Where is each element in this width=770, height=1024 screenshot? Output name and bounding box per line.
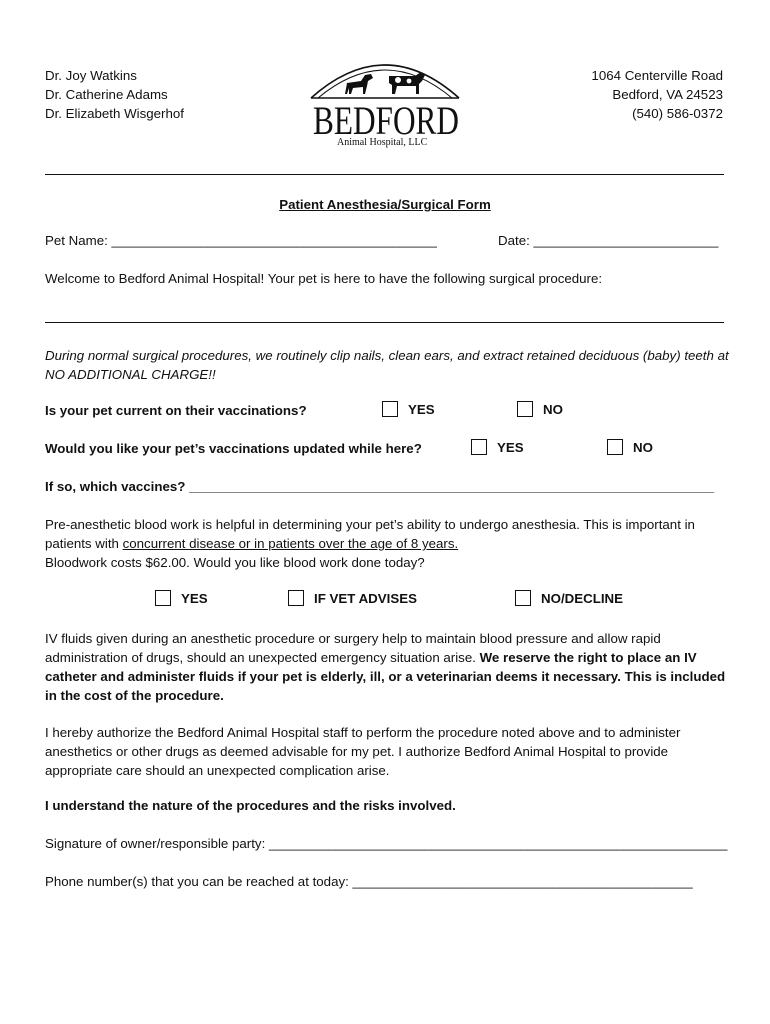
bloodwork-underlined-text: concurrent disease or in patients over the age of 8 years. bbox=[122, 536, 459, 551]
bloodwork-cost-text: Bloodwork costs $62.00. Would you like blood work done today? bbox=[45, 555, 425, 570]
iv-fluids-paragraph bbox=[45, 629, 735, 705]
bedford-logo bbox=[305, 50, 465, 150]
yes-label: YES bbox=[181, 591, 208, 606]
no-checkbox[interactable] bbox=[607, 439, 623, 455]
date-field[interactable]: Date: _________________________ bbox=[498, 233, 719, 248]
header-divider bbox=[45, 174, 724, 175]
address-line: 1064 Centerville Road bbox=[591, 68, 723, 83]
decline-checkbox[interactable] bbox=[515, 590, 531, 606]
if-vet-advises-label: IF VET ADVISES bbox=[314, 591, 417, 606]
bloodwork-if-vet-advises-option[interactable] bbox=[288, 590, 417, 606]
iv-catheter-notice: We reserve the right to place an IV catheter and administer fluids if your pet is elderly, ill, or a veterinarian deems it necessary. This is included in the cost of the procedure. bbox=[45, 650, 726, 703]
yes-checkbox[interactable] bbox=[155, 590, 171, 606]
iv-fluids-text: IV fluids given during an anesthetic procedure or surgery help to maintain blood pressure and allow rapid administration of drugs, should an unexpected emergency situation arise. bbox=[45, 631, 661, 665]
doctor-list bbox=[45, 66, 184, 123]
phone-field[interactable]: Phone number(s) that you can be reached at today: ______________________________________________ bbox=[45, 874, 693, 889]
yes-label: YES bbox=[497, 440, 524, 455]
yes-label: YES bbox=[408, 402, 435, 417]
form-title: Patient Anesthesia/Surgical Form bbox=[279, 197, 491, 212]
pet-name-field[interactable]: Pet Name: ____________________________________________ bbox=[45, 233, 437, 248]
address-line: Bedford, VA 24523 bbox=[612, 87, 723, 102]
routine-procedures-note: During normal surgical procedures, we routinely clip nails, clean ears, and extract retained deciduous (baby) teeth at NO ADDITIONAL CHARGE!! bbox=[45, 348, 729, 382]
authorization-paragraph: I hereby authorize the Bedford Animal Hospital staff to perform the procedure noted above and to administer anesthetics or other drugs as deemed advisable for my pet. I authorize Bedford Animal Hospital to provide appropriate care should an unexpected complication arise. bbox=[45, 725, 681, 778]
doctor-name: Dr. Catherine Adams bbox=[45, 87, 168, 102]
no-label: NO bbox=[543, 402, 563, 417]
logo-subtitle-text: Animal Hospital, LLC bbox=[337, 137, 428, 148]
welcome-text: Welcome to Bedford Animal Hospital! Your pet is here to have the following surgical procedure: bbox=[45, 271, 603, 286]
doctor-name: Dr. Joy Watkins bbox=[45, 68, 137, 83]
no-label: NO bbox=[633, 440, 653, 455]
vaccinations-update-no-option[interactable] bbox=[607, 439, 653, 455]
bloodwork-decline-option[interactable] bbox=[515, 590, 623, 606]
understand-statement: I understand the nature of the procedures and the risks involved. bbox=[45, 798, 456, 813]
cow-icon bbox=[389, 72, 425, 94]
clinic-address bbox=[591, 66, 723, 123]
dog-icon bbox=[345, 74, 373, 94]
bloodwork-paragraph bbox=[45, 515, 735, 572]
procedure-field[interactable] bbox=[45, 322, 724, 323]
yes-checkbox[interactable] bbox=[471, 439, 487, 455]
vaccinations-current-yes-option[interactable] bbox=[382, 401, 435, 417]
vaccinations-current-no-option[interactable] bbox=[517, 401, 563, 417]
vaccinations-current-question: Is your pet current on their vaccinations? bbox=[45, 403, 307, 418]
doctor-name: Dr. Elizabeth Wisgerhof bbox=[45, 106, 184, 121]
decline-label: NO/DECLINE bbox=[541, 591, 624, 606]
vaccinations-update-question: Would you like your pet’s vaccinations updated while here? bbox=[45, 441, 422, 456]
bloodwork-text: Pre-anesthetic blood work is helpful in determining your pet’s ability to undergo anesthesia. This is important in patients with bbox=[45, 517, 695, 551]
phone-number: (540) 586-0372 bbox=[632, 106, 723, 121]
vaccinations-update-yes-option[interactable] bbox=[471, 439, 524, 455]
if-vet-advises-checkbox[interactable] bbox=[288, 590, 304, 606]
which-vaccines-field[interactable]: If so, which vaccines? _______________________________________________________________________ bbox=[45, 479, 715, 494]
signature-field[interactable]: Signature of owner/responsible party: ______________________________________________________________ bbox=[45, 836, 728, 851]
bloodwork-yes-option[interactable] bbox=[155, 590, 208, 606]
yes-checkbox[interactable] bbox=[382, 401, 398, 417]
logo-name-text: BEDFORD bbox=[313, 98, 459, 143]
no-checkbox[interactable] bbox=[517, 401, 533, 417]
